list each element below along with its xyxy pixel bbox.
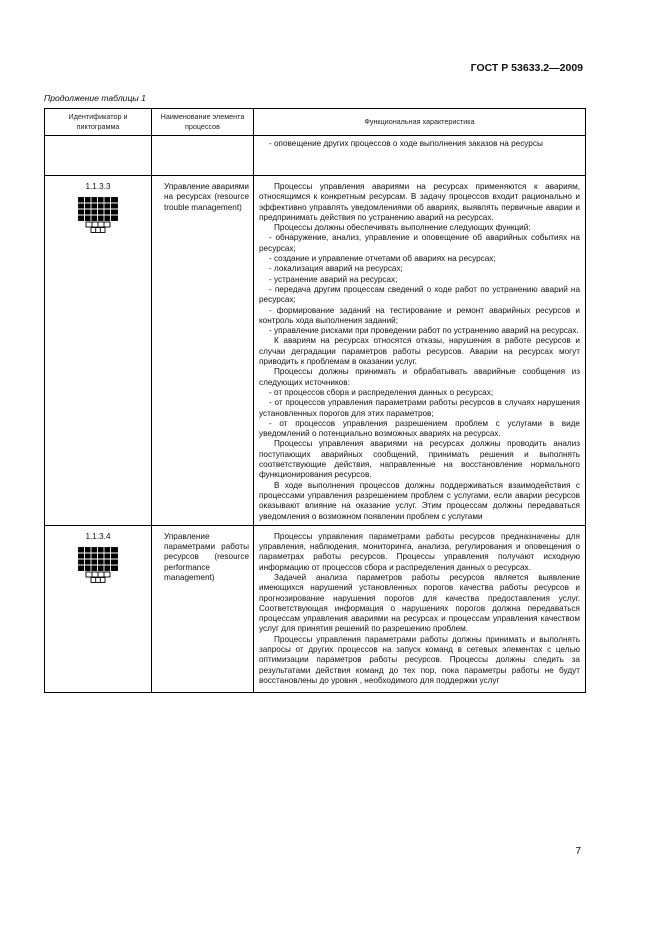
table-continuation-caption: Продолжение таблицы 1 — [44, 93, 146, 103]
column-header-name: Наименование элемента процессов — [152, 109, 254, 136]
element-name: Управление параметрами работы ресурсов (resource performance management) — [164, 531, 249, 582]
standard-number: ГОСТ Р 53633.2—2009 — [470, 62, 583, 74]
list-item: - создание и управление отчетами об авариях на ресурсах; — [269, 254, 496, 264]
list-item: - передача другим процессам сведений о ходе работ по устранению аварий на ресурсах; — [259, 284, 580, 305]
list-item: - от процессов управления параметрами работы ресурсов в случаях нарушения установленных порогов для этих параметров; — [259, 398, 580, 418]
paragraph: Задачей анализа параметров работы ресурсов является выявление имеющихся нарушений установленных порогов качества работы ресурсов и прогнозирование нарушения порогов для качества предоставления услуг. Соответствующая информация о нарушениях порогов должна передаваться процессам управления авариями на ресурсах и процессам управления качеством услуг для принятия решений по разрешению проблем. — [259, 572, 580, 634]
table-row — [45, 176, 586, 526]
function-cell — [254, 136, 586, 176]
list-item: - локализация аварий на ресурсах; — [269, 264, 403, 274]
table-row — [45, 136, 586, 176]
name-cell — [152, 525, 254, 692]
list-item: - от процессов сбора и распределения данных о ресурсах; — [269, 387, 494, 397]
process-pictogram-icon — [78, 547, 118, 583]
list-item: - устранение аварий на ресурсах; — [269, 274, 398, 284]
functions-table — [44, 108, 586, 693]
element-name: Управление авариями на ресурсах (resource trouble management) — [164, 182, 249, 212]
element-id: 1.1.3.3 — [85, 182, 111, 191]
paragraph: Процессы должны обеспечивать выполнение следующих функций: — [274, 223, 531, 233]
list-item: - обнаружение, анализ, управление и оповещение об аварийных событиях на ресурсах; — [259, 233, 580, 253]
list-item: - от процессов управления разрешением проблем с услугами в виде уведомлений о потенциально возможных авариях на ресурсах. — [259, 418, 580, 439]
function-cell — [254, 176, 586, 526]
id-cell — [45, 176, 152, 526]
page-number: 7 — [575, 846, 581, 857]
column-header-id: Идентификатор и пиктограмма — [45, 109, 152, 136]
table-row — [45, 525, 586, 692]
name-cell — [152, 176, 254, 526]
id-cell — [45, 136, 152, 176]
paragraph: К авариям на ресурсах относятся отказы, нарушения в работе ресурсов и случаи деградации параметров работы ресурсов. Аварии на ресурсах могут приводить к проблемам в оказании услуг. — [259, 336, 580, 367]
paragraph: Процессы управления параметрами работы ресурсов предназначены для управления, наблюдения, мониторинга, анализа, регулирования и оповещения о параметрах работы ресурсов. Процессы управления получают исходную информацию от процессов сбора и распределения данных о ресурсах. — [259, 531, 580, 572]
table-header-row — [45, 109, 586, 136]
element-id: 1.1.3.4 — [85, 531, 111, 541]
list-item: - управление рисками при проведении работ по устранению аварий на ресурсах. — [269, 326, 579, 336]
paragraph: - оповещение других процессов о ходе выполнения заказов на ресурсы — [269, 139, 543, 148]
process-pictogram-icon — [78, 197, 118, 233]
paragraph: Процессы управления параметрами работы должны принимать и выполнять запросы от других процессов на запуск команд в сетевых элементах с целью оптимизации параметров работы ресурсов. Процессы должны следить за результатами действия команд до тех пор, пока параметры работы не будут восстановлены до уровня , необходимого для поддержки услуг — [259, 634, 580, 685]
function-cell — [254, 525, 586, 692]
paragraph: В ходе выполнения процессов должны поддерживаться взаимодействия с процессами управления разрешением проблем с услугами, если аварии ресурсов оказывают влияние на оказание услуг. Этим процессам должны передаваться уведомления о возможном появлении проблем с услугами — [259, 480, 580, 521]
list-item: - формирование заданий на тестирование и ремонт аварийных ресурсов и контроль хода выполнения заданий; — [259, 305, 580, 325]
paragraph: Процессы управления авариями на ресурсах применяются к авариям, относящимся к конкретным ресурсам. В задачу процессов входит рационально и эффективно управлять уведомлениями об авариях, выявлять первичные аварии и предпринимать действия по устранению аварий на ресурсах. — [259, 182, 580, 222]
id-cell — [45, 525, 152, 692]
name-cell — [152, 136, 254, 176]
column-header-function: Функциональная характеристика — [254, 109, 586, 136]
paragraph: Процессы должны принимать и обрабатывать аварийные сообщения из следующих источников: — [259, 367, 580, 387]
paragraph: Процессы управления авариями на ресурсах должны проводить анализ поступающих аварийных сообщений, принимать решения и выполнять соответствующие действия, направленные на восстановление нормального функционирования ресурсов. — [259, 439, 580, 480]
